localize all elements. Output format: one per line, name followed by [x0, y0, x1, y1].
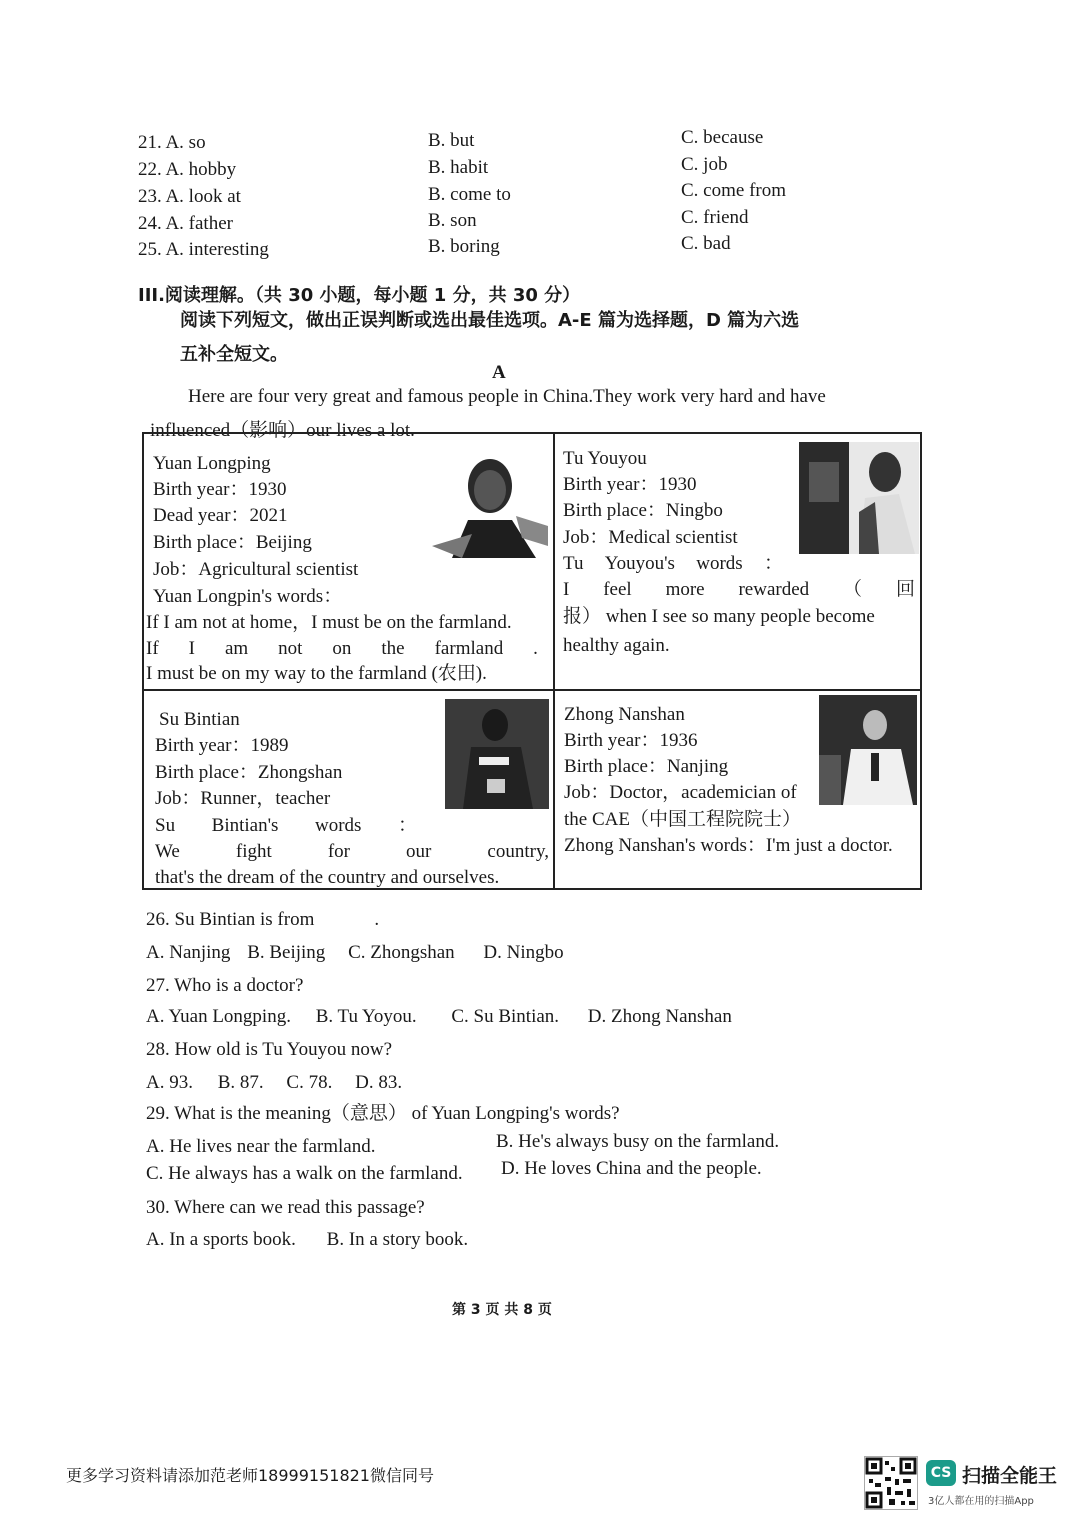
q28-option-a: A. 93.: [146, 1072, 193, 1093]
q28-stem: 28. How old is Tu Youyou now?: [146, 1039, 393, 1060]
passage-intro-line2: influenced（影响）our lives a lot.: [150, 420, 415, 441]
tu-words-line1: I feel more rewarded （ 回: [563, 579, 915, 600]
yuan-longping-photo: [432, 446, 548, 558]
tu-birth-year: Birth year：1930: [563, 474, 697, 495]
su-words-line2: that's the dream of the country and ourselves.: [155, 867, 500, 888]
q27-option-b: B. Tu Yoyou.: [315, 1006, 417, 1027]
tu-job: Job：Medical scientist: [563, 527, 738, 548]
q25-option-c: C. bad: [681, 233, 731, 254]
q28-option-b: B. 87.: [217, 1072, 264, 1093]
yuan-dead-year: Dead year：2021: [153, 505, 288, 526]
yuan-birth-year: Birth year：1930: [153, 479, 287, 500]
zhong-birth-year: Birth year：1936: [564, 730, 698, 751]
zhong-job: Job：Doctor，academician of: [564, 782, 797, 803]
section-title: III.阅读理解。（共 30 小题，每小题 1 分，共 30 分）: [138, 285, 581, 306]
q28-option-c: C. 78.: [286, 1072, 333, 1093]
camscanner-logo-icon: CS: [926, 1460, 956, 1486]
q21-option-a: 21. A. so: [138, 132, 206, 153]
app-name: 扫描全能王: [962, 1465, 1058, 1487]
q29-option-c: C. He always has a walk on the farmland.: [146, 1163, 463, 1184]
q26-option-d: D. Ningbo: [483, 942, 564, 963]
zhong-job-line2: the CAE（中国工程院院士）: [564, 809, 801, 830]
q28-option-d: D. 83.: [355, 1072, 403, 1093]
passage-label: A: [492, 362, 506, 383]
yuan-birth-place: Birth place：Beijing: [153, 532, 312, 553]
cell-su-bintian: [144, 691, 553, 888]
q27-option-d: D. Zhong Nanshan: [587, 1006, 732, 1027]
zhong-birth-place: Birth place：Nanjing: [564, 756, 729, 777]
q23-option-b: B. come to: [428, 184, 511, 205]
yuan-name: Yuan Longping: [153, 453, 271, 474]
su-job: Job：Runner，teacher: [155, 788, 331, 809]
qr-code-icon: [864, 1456, 918, 1510]
passage-intro-line1: Here are four very great and famous people in China.They work very hard and have: [188, 386, 826, 407]
yuan-job: Job：Agricultural scientist: [153, 559, 359, 580]
zhong-name: Zhong Nanshan: [564, 704, 685, 725]
q26-options: [146, 942, 564, 964]
su-birth-place: Birth place：Zhongshan: [155, 762, 343, 783]
q22-option-b: B. habit: [428, 157, 489, 178]
cell-zhong-nanshan: [555, 691, 920, 888]
su-words-line1: We fight for our country,: [155, 841, 549, 862]
q26-option-b: B. Beijing: [247, 942, 326, 963]
app-tagline: 3亿人都在用的扫描App: [928, 1496, 1034, 1507]
q23-option-c: C. come from: [681, 180, 787, 201]
su-bintian-photo: [445, 699, 549, 809]
q27-options: [146, 1006, 732, 1028]
tu-birth-place: Birth place：Ningbo: [563, 500, 723, 521]
q29-option-d: D. He loves China and the people.: [501, 1158, 762, 1179]
section-instruction-line2: 五补全短文。: [180, 344, 288, 365]
q24-option-c: C. friend: [681, 207, 749, 228]
q22-option-c: C. job: [681, 154, 728, 175]
footer-contact-note: 更多学习资料请添加范老师18999151821微信同号: [66, 1466, 434, 1485]
q29-option-b: B. He's always busy on the farmland.: [496, 1131, 780, 1152]
q30-option-a: A. In a sports book.: [146, 1229, 296, 1250]
cell-yuan-longping: [144, 434, 553, 689]
yuan-words-label: Yuan Longpin's words：: [153, 586, 343, 607]
yuan-words-line1: If I am not at home，I must be on the farmland.: [146, 612, 512, 633]
q29-stem: 29. What is the meaning（意思） of Yuan Longping's words?: [146, 1103, 620, 1124]
tu-youyou-photo: [799, 442, 919, 554]
q30-options: [146, 1229, 468, 1251]
q29-option-a: A. He lives near the farmland.: [146, 1136, 376, 1157]
zhong-words: Zhong Nanshan's words：I'm just a doctor.: [564, 835, 893, 856]
yuan-words-line3: I must be on my way to the farmland (农田).: [146, 663, 487, 684]
yuan-words-line2: If I am not on the farmland .: [146, 638, 538, 659]
q26-option-a: A. Nanjing: [146, 942, 231, 963]
su-name: Su Bintian: [159, 709, 240, 730]
q21-option-b: B. but: [428, 130, 475, 151]
q24-option-a: 24. A. father: [138, 213, 233, 234]
q24-option-b: B. son: [428, 210, 477, 231]
su-words-label: Su Bintian's words ：: [155, 815, 417, 836]
people-info-table: [142, 432, 922, 890]
section-instruction-line1: 阅读下列短文，做出正误判断或选出最佳选项。A-E 篇为选择题，D 篇为六选: [180, 310, 800, 331]
tu-words-line2: 报） when I see so many people become: [563, 606, 875, 627]
q25-option-a: 25. A. interesting: [138, 239, 269, 260]
q21-option-c: C. because: [681, 127, 764, 148]
q25-option-b: B. boring: [428, 236, 500, 257]
q26-option-c: C. Zhongshan: [348, 942, 455, 963]
zhong-nanshan-photo: [819, 695, 917, 805]
tu-words-label: Tu Youyou's words ：: [563, 553, 783, 574]
q27-stem: 27. Who is a doctor?: [146, 975, 304, 996]
q26-stem: 26. Su Bintian is from .: [146, 909, 380, 930]
tu-words-line3: healthy again.: [563, 635, 670, 656]
q23-option-a: 23. A. look at: [138, 186, 241, 207]
su-birth-year: Birth year：1989: [155, 735, 289, 756]
q27-option-a: A. Yuan Longping.: [146, 1006, 291, 1027]
tu-name: Tu Youyou: [563, 448, 647, 469]
q27-option-c: C. Su Bintian.: [451, 1006, 560, 1027]
cell-tu-youyou: [555, 434, 920, 689]
q30-stem: 30. Where can we read this passage?: [146, 1197, 425, 1218]
q30-option-b: B. In a story book.: [326, 1229, 469, 1250]
q22-option-a: 22. A. hobby: [138, 159, 237, 180]
q28-options: [146, 1072, 402, 1094]
page-number: 第 3 页 共 8 页: [452, 1302, 552, 1318]
